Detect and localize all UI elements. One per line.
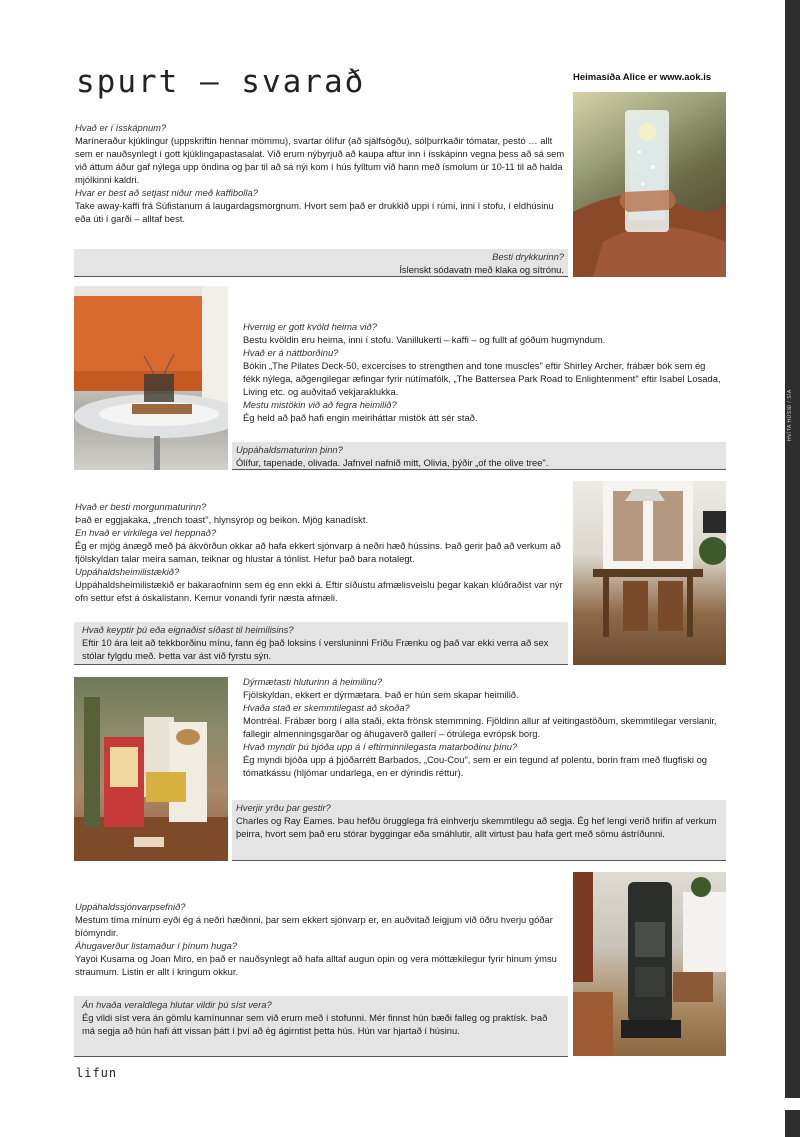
- answer: Bókin „The Pilates Deck-50, excercises to strengthen and tone muscles" eftir Shirley Archer, frábær bók sem ég fékk nýlega, aðgengilegar æfingar fyrir nútímafólk, „The Battersea Park Road to Enlightenment" eftir Isabel Losada, Living etc. og auðvitað vekjaraklukka.: [243, 360, 721, 397]
- qa-block-1: [75, 121, 565, 225]
- question: Hvernig er gott kvöld heima við?: [243, 321, 377, 332]
- box-question: Án hvaða veraldlega hlutar vildir þú síst vera?: [82, 999, 272, 1010]
- page-spine: [785, 0, 800, 1137]
- qa-block-4: [243, 675, 721, 779]
- box-question: Uppáhaldsmaturinn þinn?: [236, 444, 343, 455]
- spine-tab: [785, 1098, 800, 1110]
- box-answer: Íslenskt sódavatn með klaka og sítrónu.: [399, 264, 564, 275]
- question: Hvað er í ísskápnum?: [75, 122, 167, 133]
- highlight-box-4: [232, 800, 726, 861]
- box-answer: Ég vildi síst vera án gömlu kamínunnar sem við erum með í stofunni. Mér finnst hún bæði falleg og praktísk. Það má segja að hún hafi átt vissan þátt í því að ég ágirntist þetta hús. Hún var hjartað í húsinu.: [82, 1012, 548, 1036]
- question: Hvar er best að setjast niður með kaffibolla?: [75, 187, 258, 198]
- answer: Mestum tíma mínum eyði ég á neðri hæðinni, þar sem ekkert sjónvarp er, en auðvitað leigjum við öðru hverju góðar bíómyndir.: [75, 914, 553, 938]
- page-title: spurt – svarað: [76, 64, 366, 100]
- answer: Uppáhaldsheimilistækið er bakaraofninn sem ég enn ekki á. Eftir síðustu afmælisveislu þegar kakan klúðraðist var nýr ofn settur efst á óskalistann. Kemur vonandi fyrir næsta afmæli.: [75, 579, 563, 603]
- answer: Montréal. Frábær borg í alla staði, ekta frönsk stemmning. Fjöldinn allur af veitingastöðum, skemmtilegar verslanir, fallegir almenningsgarðar og áhugaverð gallerí – ótrúlega evrópsk borg.: [243, 715, 717, 739]
- question: Hvað er besti morgunmaturinn?: [75, 501, 207, 512]
- homepage-note: Heimasíða Alice er www.aok.is: [573, 72, 712, 83]
- photo-wood-stove: [573, 872, 726, 1056]
- spine-label: HVÍTA HÚSIÐ / SÍA: [787, 389, 793, 441]
- box-question: Besti drykkurinn?: [492, 251, 564, 262]
- box-answer: Eftir 10 ára leit að tekkborðinu mínu, fann ég það loksins í versluninni Fríðu Frænku og það var ekki verra að sex stólar fylgdu með. Þetta var ást við fyrstu sýn.: [82, 637, 549, 661]
- answer: Bestu kvöldin eru heima, inni í stofu. Vanillukerti – kaffi – og fullt af góðum hugmyndum.: [243, 334, 606, 345]
- photo-dining-room: [573, 481, 726, 665]
- question: Uppáhaldssjónvarpsefnið?: [75, 901, 186, 912]
- question: En hvað er virkilega vel heppnað?: [75, 527, 217, 538]
- answer: Það er eggjakaka, „french toast", hlynsýróp og beikon. Mjög kanadískt.: [75, 514, 369, 525]
- question: Hvaða stað er skemmtilegast að skoða?: [243, 702, 410, 713]
- answer: Ég held að það hafi engin meiriháttar mistök átt sér stað.: [243, 412, 478, 423]
- question: Dýrmætasti hluturinn á heimilinu?: [243, 676, 383, 687]
- qa-block-3: [75, 500, 565, 604]
- question: Mestu mistökin við að fegra heimilið?: [243, 399, 397, 410]
- answer: Ég er mjög ánægð með þá ákvörðun okkar að hafa ekkert sjónvarp á neðri hæð hússins. Það gerir það að verkum að fjölskyldan talar meira saman, teiknar og hlustar á tónlist. Hefur það bara notalegt.: [75, 540, 561, 564]
- photo-decor-boxes: [74, 677, 228, 861]
- footer-magazine-name: lifun: [76, 1066, 118, 1080]
- qa-block-2: [243, 320, 721, 424]
- highlight-box-3: [74, 622, 568, 665]
- question: Uppáhaldsheimilistækið?: [75, 566, 180, 577]
- answer: Take away-kaffi frá Súfistanum á laugardagsmorgnum. Hvort sem það er drukkið uppi í rúmi, inni í stofu, í eldhúsinu eða úti í garði – alltaf best.: [75, 200, 554, 224]
- box-answer: Ólífur, tapenade, olivada. Jafnvel nafnið mitt, Olivia, þýðir „of the olive tree".: [236, 457, 549, 468]
- question: Áhugaverður listamaður í þínum huga?: [75, 940, 238, 951]
- photo-olive-plate: [74, 286, 228, 470]
- answer: Yayoi Kusama og Joan Miro, en það er nauðsynlegt að hafa alltaf augun opin og vera móttækilegur fyrir hinum ýmsu straumum. Listin er allt í kringum okkur.: [75, 953, 557, 977]
- box-answer: Charles og Ray Eames. Þau hefðu örugglega frá einhverju skemmtilegu að segja. Ég hef lengi verið hrifin af verkum þeirra, hvort sem það eru stórar byggingar eða smáhlutir, allt virtust þau hafa gert með sömu ástríðunni.: [236, 815, 717, 839]
- qa-block-5: [75, 900, 565, 978]
- highlight-box-1: [74, 249, 568, 277]
- answer: Maríneraður kjúklingur (uppskriftin hennar mömmu), svartar ólífur (að sjálfsögðu), sólþurrkaðir tómatar, pestó … allt sem er nauðsynlegt í gott kjúklingapastasalat. Við erum nýbyrjuð að kaupa aftur inn í ísskápinn vegna þess að sá sem við áttum áður gaf nýlega upp öndina og þar til að sá nýi kom í hús fylltum við hann með ísmolum úr 10-11 til að halda mjólkinni kaldri.: [75, 135, 565, 185]
- photo-soda-glass: [573, 92, 726, 277]
- answer: Fjölskyldan, ekkert er dýrmætara. Það er hún sem skapar heimilið.: [243, 689, 519, 700]
- highlight-box-5: [74, 996, 568, 1057]
- answer: Ég myndi bjóða upp á þjóðarrétt Barbados, „Cou-Cou", sem er ein tegund af polentu, borin fram með flugfiski og tómatkássu (hljómar undarlega, en er dýrindis réttur).: [243, 754, 708, 778]
- question: Hvað er á náttborðinu?: [243, 347, 339, 358]
- box-question: Hverjir yrðu þar gestir?: [236, 802, 331, 813]
- highlight-box-2: [232, 442, 726, 470]
- question: Hvað myndir þú bjóða upp á í eftirminnilegasta matarboðinu þínu?: [243, 741, 518, 752]
- box-question: Hvað keyptir þú eða eignaðist síðast til heimilisins?: [82, 624, 294, 635]
